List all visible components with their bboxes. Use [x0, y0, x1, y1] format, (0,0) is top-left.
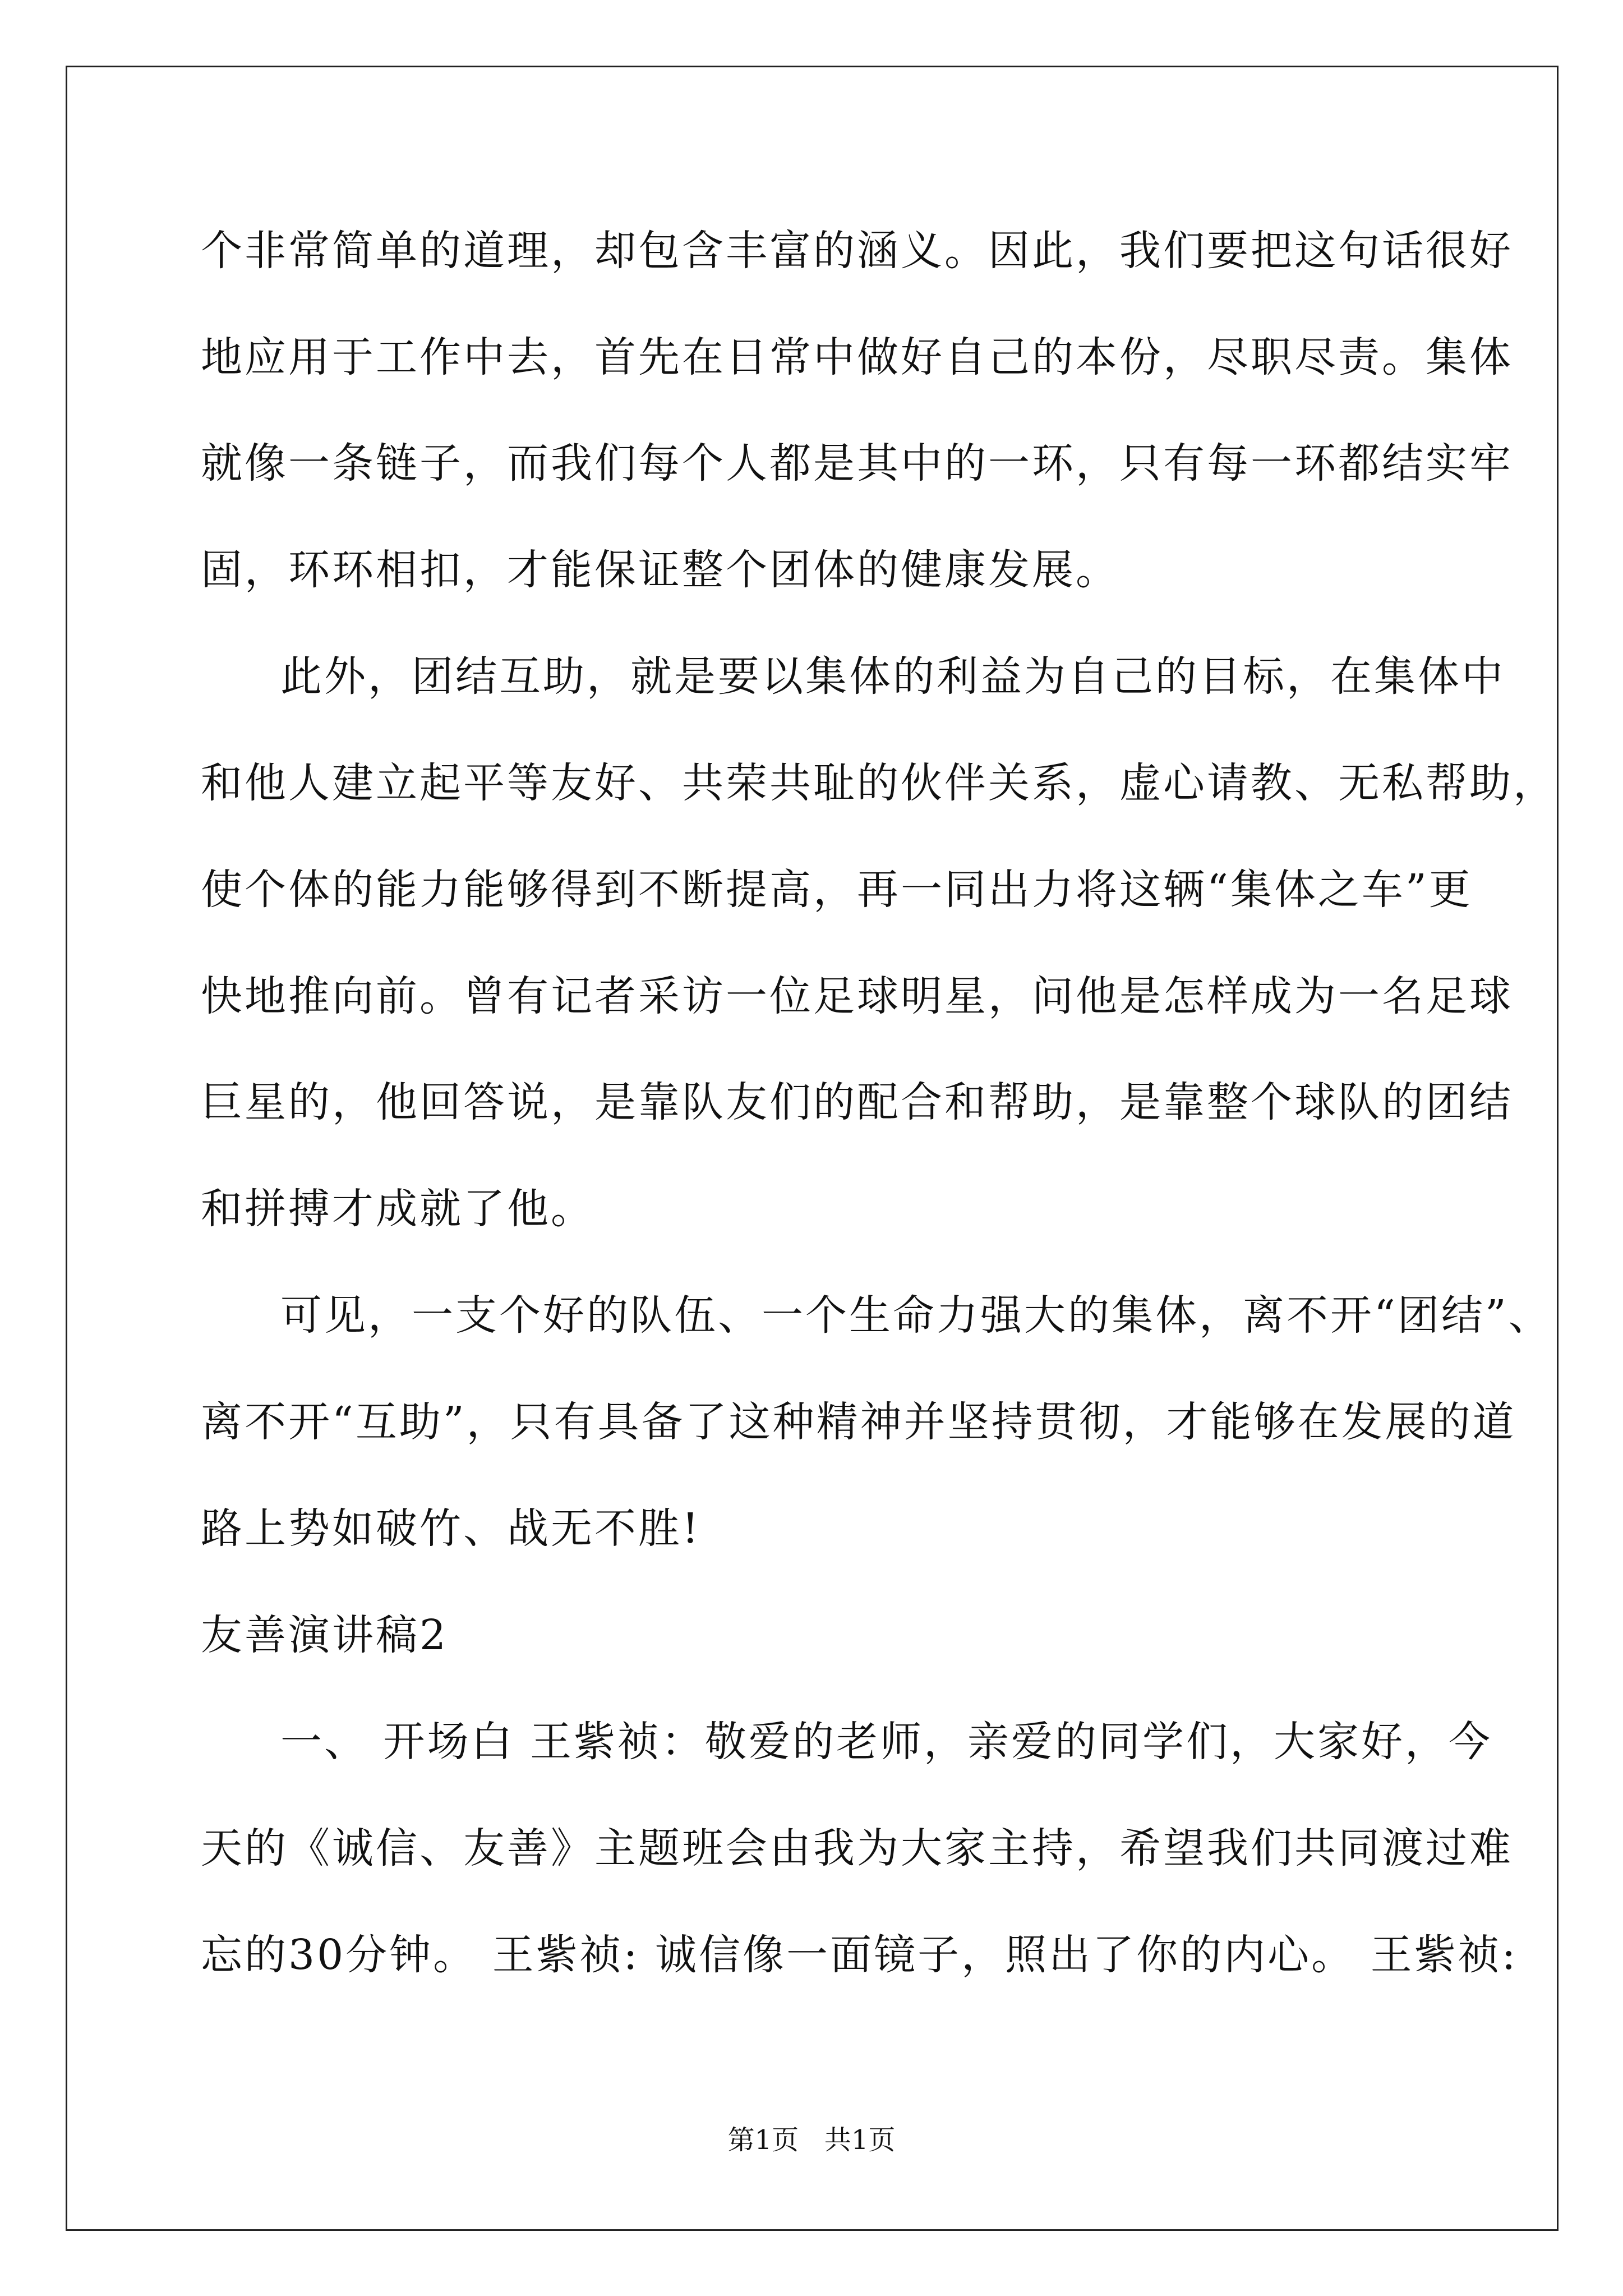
text-line: 和他人建立起平等友好、共荣共耻的伙伴关系，虚心请教、无私帮助， — [201, 759, 1557, 807]
page-border — [66, 66, 1559, 2231]
text-line: 地应用于工作中去，首先在日常中做好自己的本份，尽职尽责。集体 — [201, 333, 1513, 381]
paragraph-start-line: 此外，团结互助，就是要以集体的利益为自己的目标，在集体中 — [280, 652, 1505, 701]
text-line: 天的《诚信、友善》主题班会由我为大家主持，希望我们共同渡过难 — [201, 1824, 1513, 1872]
text-line: 固，环环相扣，才能保证整个团体的健康发展。 — [201, 546, 1119, 594]
text-line: 和拼搏才成就了他。 — [201, 1185, 594, 1233]
text-line: 使个体的能力能够得到不断提高，再一同出力将这辆“集体之车”更 — [201, 866, 1473, 914]
text-line: 忘的30分钟。 王紫祯: 诚信像一面镜子，照出了你的内心。 王紫祯: — [201, 1931, 1518, 1979]
text-line: 路上势如破竹、战无不胜! — [201, 1504, 701, 1553]
text-line: 离不开“互助”，只有具备了这种精神并坚持贯彻，才能够在发展的道 — [201, 1398, 1516, 1446]
text-line: 巨星的，他回答说，是靠队友们的配合和帮助，是靠整个球队的团结 — [201, 1078, 1513, 1126]
text-line: 就像一条链子，而我们每个人都是其中的一环，只有每一环都结实牢 — [201, 439, 1513, 487]
paragraph-start-line: 一、 开场白 王紫祯：敬爱的老师，亲爱的同学们，大家好，今 — [280, 1718, 1493, 1766]
page-number-footer: 第1页 共1页 — [727, 2124, 896, 2156]
text-line: 个非常简单的道理，却包含丰富的涵义。因此，我们要把这句话很好 — [201, 227, 1513, 275]
paragraph-start-line: 可见，一支个好的队伍、一个生命力强大的集体，离不开“团结”、 — [280, 1291, 1552, 1340]
text-line: 快地推向前。曾有记者采访一位足球明星，问他是怎样成为一名足球 — [201, 972, 1513, 1020]
section-heading: 友善演讲稿2 — [201, 1611, 449, 1659]
